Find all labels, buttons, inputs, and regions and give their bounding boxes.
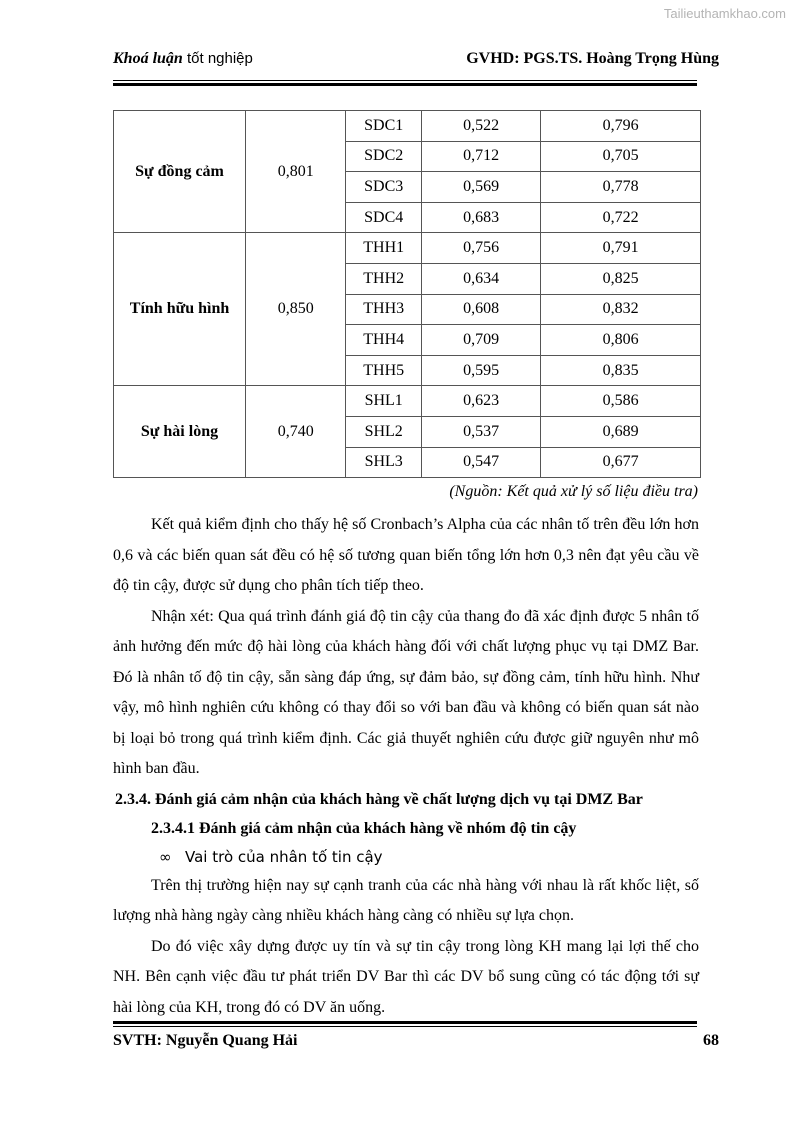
variable-cell: SDC1 <box>346 111 422 142</box>
header-rule-top <box>113 80 697 81</box>
alpha-if-deleted-cell: 0,796 <box>541 111 701 142</box>
correlation-cell: 0,522 <box>422 111 541 142</box>
variable-cell: SDC4 <box>346 202 422 233</box>
correlation-cell: 0,623 <box>422 386 541 417</box>
correlation-cell: 0,634 <box>422 263 541 294</box>
header-rule-bottom <box>113 83 697 86</box>
footer-rule-top <box>113 1021 697 1024</box>
correlation-cell: 0,569 <box>422 172 541 203</box>
variable-cell: SDC3 <box>346 172 422 203</box>
footer-rule-bottom <box>113 1026 697 1027</box>
factor-cell: Tính hữu hình <box>114 233 246 386</box>
correlation-cell: 0,712 <box>422 141 541 172</box>
bullet-item <box>113 843 699 871</box>
alpha-if-deleted-cell: 0,689 <box>541 416 701 447</box>
variable-cell: SDC2 <box>346 141 422 172</box>
section-heading: 2.3.4. Đánh giá cảm nhận của khách hàng về chất lượng dịch vụ tại DMZ Bar <box>115 790 643 808</box>
paragraph-reputation: Do đó việc xây dựng được uy tín và sự tin cậy trong lòng KH mang lại lợi thế cho NH. Bên cạnh việc đầu tư phát triển DV Bar thì các DV bổ sung cũng có tác động tới sự hài lòng của KH, trong đó có DV ăn uống. <box>113 937 699 1016</box>
alpha-cell: 0,801 <box>246 111 346 233</box>
alpha-if-deleted-cell: 0,825 <box>541 263 701 294</box>
table-source-note: (Nguồn: Kết quả xử lý số liệu điều tra) <box>449 483 698 500</box>
page-number: 68 <box>703 1032 719 1049</box>
variable-cell: THH4 <box>346 325 422 356</box>
alpha-if-deleted-cell: 0,705 <box>541 141 701 172</box>
correlation-cell: 0,756 <box>422 233 541 264</box>
footer-student: SVTH: Nguyễn Quang Hải <box>113 1032 298 1049</box>
alpha-cell: 0,850 <box>246 233 346 386</box>
paragraph-result: Kết quả kiểm định cho thấy hệ số Cronbach’s Alpha của các nhân tố trên đều lớn hơn 0,6 và các biến quan sát đều có hệ số tương quan biến tổng lớn hơn 0,3 nên đạt yêu cầu về độ tin cậy, được sử dụng cho phân tích tiếp theo. <box>113 516 699 594</box>
correlation-cell: 0,595 <box>422 355 541 386</box>
table-row <box>114 111 701 142</box>
variable-cell: SHL1 <box>346 386 422 417</box>
variable-cell: SHL3 <box>346 447 422 478</box>
header-left-bold: Khoá luận <box>113 50 183 67</box>
alpha-if-deleted-cell: 0,778 <box>541 172 701 203</box>
header-left-rest: tốt nghiệp <box>182 50 253 67</box>
variable-cell: SHL2 <box>346 416 422 447</box>
correlation-cell: 0,608 <box>422 294 541 325</box>
variable-cell: THH1 <box>346 233 422 264</box>
alpha-cell: 0,740 <box>246 386 346 478</box>
alpha-if-deleted-cell: 0,791 <box>541 233 701 264</box>
factor-cell: Sự đồng cảm <box>114 111 246 233</box>
body-text <box>113 510 699 1023</box>
reliability-table <box>113 110 701 478</box>
watermark: Tailieuthamkhao.com <box>663 6 786 21</box>
alpha-if-deleted-cell: 0,832 <box>541 294 701 325</box>
correlation-cell: 0,547 <box>422 447 541 478</box>
correlation-cell: 0,683 <box>422 202 541 233</box>
alpha-if-deleted-cell: 0,677 <box>541 447 701 478</box>
correlation-cell: 0,537 <box>422 416 541 447</box>
table-row <box>114 233 701 264</box>
alpha-if-deleted-cell: 0,806 <box>541 325 701 356</box>
variable-cell: THH3 <box>346 294 422 325</box>
header-left <box>113 50 253 68</box>
alpha-if-deleted-cell: 0,722 <box>541 202 701 233</box>
bullet-text: Vai trò của nhân tố tin cậy <box>185 847 383 866</box>
infinity-bullet-icon: ∞ <box>159 847 172 866</box>
variable-cell: THH5 <box>346 355 422 386</box>
alpha-if-deleted-cell: 0,586 <box>541 386 701 417</box>
header-right: GVHD: PGS.TS. Hoàng Trọng Hùng <box>466 50 719 67</box>
paragraph-comment: Nhận xét: Qua quá trình đánh giá độ tin cậy của thang đo đã xác định được 5 nhân tố ảnh hưởng đến mức độ hài lòng của khách hàng đối với chất lượng phục vụ tại DMZ Bar. Đó là nhân tố độ tin cậy, sẵn sàng đáp ứng, sự đảm bảo, sự đồng cảm, tính hữu hình. Như vậy, mô hình nghiên cứu không có thay đổi so với ban đầu và không có biến quan sát nào bị loại bỏ trong quá trình kiểm định. Các giả thuyết nghiên cứu được giữ nguyên như mô hình ban đầu. <box>113 607 699 777</box>
table-row <box>114 386 701 417</box>
factor-cell: Sự hài lòng <box>114 386 246 478</box>
subsection-heading: 2.3.4.1 Đánh giá cảm nhận của khách hàng về nhóm độ tin cậy <box>151 819 577 837</box>
paragraph-competition: Trên thị trường hiện nay sự cạnh tranh của các nhà hàng với nhau là rất khốc liệt, số lượng nhà hàng ngày càng nhiều khách hàng càng có nhiều sự lựa chọn. <box>113 876 699 924</box>
variable-cell: THH2 <box>346 263 422 294</box>
correlation-cell: 0,709 <box>422 325 541 356</box>
alpha-if-deleted-cell: 0,835 <box>541 355 701 386</box>
